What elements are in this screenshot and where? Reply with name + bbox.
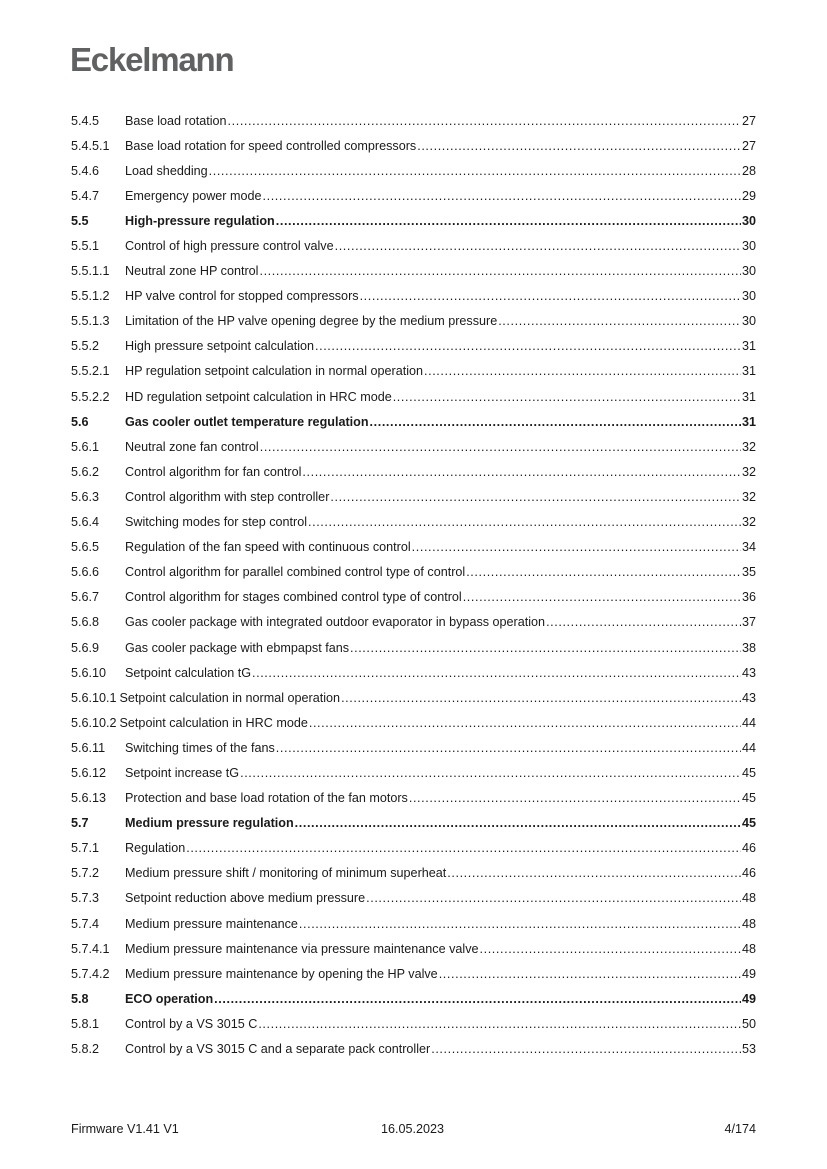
toc-entry-page[interactable]: 31 — [741, 414, 756, 429]
toc-entry-title[interactable]: Control algorithm for parallel combined control type of control — [125, 565, 466, 580]
toc-entry[interactable] — [71, 208, 756, 233]
toc-entry[interactable] — [71, 384, 756, 409]
toc-entry-page[interactable]: 27 — [741, 138, 756, 153]
toc-entry-page[interactable]: 50 — [741, 1016, 756, 1031]
toc-entry-page[interactable]: 45 — [741, 791, 756, 806]
toc-entry-number: 5.5.1 — [71, 239, 100, 254]
toc-entry-number: 5.6.13 — [71, 791, 107, 806]
toc-entry-number: 5.6.2 — [71, 464, 100, 479]
toc-entry[interactable] — [71, 861, 756, 886]
toc-entry[interactable] — [71, 760, 756, 785]
toc-entry-number: 5.4.7 — [71, 188, 100, 203]
toc-entry[interactable] — [71, 1036, 756, 1061]
dot-leader — [350, 640, 741, 656]
toc-entry-page[interactable]: 30 — [741, 314, 756, 329]
toc-entry-page[interactable]: 37 — [741, 615, 756, 630]
toc-entry-title[interactable]: Emergency power mode — [125, 188, 262, 203]
toc-entry-title[interactable]: Setpoint calculation tG — [125, 665, 252, 680]
footer-page-indicator: 4/174 — [724, 1122, 756, 1136]
toc-entry[interactable] — [71, 510, 756, 535]
toc-entry-number: 5.7.1 — [71, 841, 100, 856]
dot-leader — [412, 539, 741, 555]
toc-entry-number: 5.6.7 — [71, 590, 100, 605]
dot-leader — [214, 991, 741, 1007]
toc-entry-title[interactable]: ECO operation — [125, 991, 214, 1006]
page-footer — [71, 1122, 756, 1138]
toc-entry-page[interactable]: 32 — [741, 515, 756, 530]
toc-entry-page[interactable]: 48 — [741, 916, 756, 931]
toc-entry-page[interactable]: 38 — [741, 640, 756, 655]
toc-entry-title[interactable]: Medium pressure maintenance by opening the HP valve — [125, 966, 438, 981]
toc-entry[interactable] — [71, 158, 756, 183]
toc-entry-title[interactable]: Medium pressure regulation — [125, 816, 294, 831]
toc-entry-number: 5.6.6 — [71, 565, 100, 580]
toc-entry-title[interactable]: HD regulation setpoint calculation in HRC mode — [125, 389, 392, 404]
toc-entry[interactable] — [71, 986, 756, 1011]
toc-entry-title[interactable]: Control algorithm with step controller — [125, 489, 330, 504]
dot-leader — [417, 138, 741, 154]
toc-entry-number: 5.5.1.1 — [71, 264, 110, 279]
dot-leader — [366, 890, 741, 906]
toc-entry-title[interactable]: Regulation of the fan speed with continuous control — [125, 540, 411, 555]
toc-entry-title[interactable]: Control by a VS 3015 C — [125, 1016, 258, 1031]
toc-entry[interactable] — [71, 911, 756, 936]
dot-leader — [299, 916, 741, 932]
toc-entry-title[interactable]: Control by a VS 3015 C and a separate pack controller — [125, 1042, 431, 1057]
toc-entry-number: 5.5.2.2 — [71, 389, 110, 404]
toc-entry[interactable] — [71, 259, 756, 284]
toc-entry-page[interactable]: 30 — [741, 289, 756, 304]
toc-entry-page[interactable]: 46 — [741, 866, 756, 881]
toc-entry[interactable] — [71, 459, 756, 484]
toc-entry-number: 5.6.3 — [71, 489, 100, 504]
toc-entry[interactable] — [71, 183, 756, 208]
toc-entry-number: 5.6.12 — [71, 765, 107, 780]
toc-entry[interactable] — [71, 334, 756, 359]
toc-entry-title[interactable]: Setpoint calculation in HRC mode — [119, 715, 308, 730]
toc-entry-title[interactable]: High pressure setpoint calculation — [125, 339, 315, 354]
toc-entry-title[interactable]: Switching times of the fans — [125, 740, 275, 755]
toc-entry-title[interactable]: Medium pressure maintenance via pressure maintenance valve — [125, 941, 479, 956]
dot-leader — [546, 614, 741, 630]
toc-entry[interactable] — [71, 836, 756, 861]
dot-leader — [341, 690, 741, 706]
toc-entry[interactable] — [71, 961, 756, 986]
toc-entry-page[interactable]: 45 — [741, 816, 756, 831]
toc-entry-number: 5.6.10 — [71, 665, 107, 680]
toc-entry-page[interactable]: 44 — [741, 715, 756, 730]
toc-entry-number: 5.7.4.1 — [71, 941, 110, 956]
toc-entry-number: 5.4.6 — [71, 163, 100, 178]
toc-entry-page[interactable]: 32 — [741, 439, 756, 454]
dot-leader — [330, 489, 741, 505]
toc-entry-title[interactable]: Load shedding — [125, 163, 208, 178]
toc-entry[interactable] — [71, 811, 756, 836]
toc-entry-page[interactable]: 27 — [741, 113, 756, 128]
dot-leader — [209, 163, 741, 179]
toc-entry-page[interactable]: 31 — [741, 364, 756, 379]
toc-entry-page[interactable]: 36 — [741, 590, 756, 605]
toc-entry-title[interactable]: Gas cooler package with integrated outdoor evaporator in bypass operation — [125, 615, 546, 630]
toc-entry[interactable] — [71, 560, 756, 585]
toc-entry-number: 5.7 — [71, 816, 89, 831]
toc-entry[interactable] — [71, 585, 756, 610]
toc-entry-page[interactable]: 32 — [741, 464, 756, 479]
dot-leader — [295, 815, 741, 831]
toc-entry-number: 5.5.1.3 — [71, 314, 110, 329]
toc-entry[interactable] — [71, 660, 756, 685]
footer-date: 16.05.2023 — [381, 1122, 445, 1136]
dot-leader — [370, 414, 741, 430]
toc-entry-number: 5.4.5 — [71, 113, 100, 128]
dot-leader — [276, 213, 741, 229]
toc-entry-title[interactable]: Gas cooler outlet temperature regulation — [125, 414, 369, 429]
dot-leader — [439, 966, 741, 982]
table-of-contents — [71, 108, 756, 1062]
toc-entry-title[interactable]: Switching modes for step control — [125, 515, 307, 530]
toc-entry-page[interactable]: 28 — [741, 163, 756, 178]
toc-entry-page[interactable]: 30 — [741, 264, 756, 279]
toc-entry-title[interactable]: Limitation of the HP valve opening degree by the medium pressure — [125, 314, 498, 329]
toc-entry-page[interactable]: 32 — [741, 489, 756, 504]
toc-entry-title[interactable]: HP valve control for stopped compressors — [125, 289, 359, 304]
toc-entry-title[interactable]: Gas cooler package with ebmpapst fans — [125, 640, 350, 655]
toc-entry-number: 5.6.4 — [71, 515, 100, 530]
toc-entry[interactable] — [71, 359, 756, 384]
dot-leader — [315, 338, 741, 354]
toc-entry[interactable] — [71, 710, 756, 735]
dot-leader — [258, 1016, 741, 1032]
toc-entry-title[interactable]: High-pressure regulation — [125, 213, 275, 228]
toc-entry[interactable] — [71, 886, 756, 911]
toc-entry[interactable] — [71, 284, 756, 309]
toc-entry[interactable] — [71, 685, 756, 710]
toc-entry[interactable] — [71, 735, 756, 760]
dot-leader — [409, 790, 741, 806]
toc-entry-title[interactable]: Control algorithm for fan control — [125, 464, 302, 479]
toc-entry-page[interactable]: 45 — [741, 765, 756, 780]
dot-leader — [186, 840, 741, 856]
toc-entry-page[interactable]: 53 — [741, 1042, 756, 1057]
dot-leader — [463, 589, 741, 605]
dot-leader — [260, 439, 741, 455]
toc-entry-number: 5.5 — [71, 213, 89, 228]
toc-entry-number: 5.6.10.1 — [71, 690, 117, 705]
toc-entry-title[interactable]: Setpoint increase tG — [125, 765, 240, 780]
toc-entry-number: 5.7.3 — [71, 891, 100, 906]
dot-leader — [466, 564, 741, 580]
dot-leader — [276, 740, 741, 756]
toc-entry[interactable] — [71, 108, 756, 133]
toc-entry-number: 5.6.11 — [71, 740, 106, 755]
toc-entry-page[interactable]: 43 — [741, 665, 756, 680]
toc-entry[interactable] — [71, 1011, 756, 1036]
toc-entry[interactable] — [71, 936, 756, 961]
dot-leader — [360, 288, 741, 304]
dot-leader — [424, 363, 741, 379]
toc-entry-page[interactable]: 31 — [741, 389, 756, 404]
toc-entry[interactable] — [71, 309, 756, 334]
dot-leader — [431, 1041, 741, 1057]
toc-entry-number: 5.8 — [71, 991, 89, 1006]
toc-entry-number: 5.6 — [71, 414, 89, 429]
toc-entry-title[interactable]: Control of high pressure control valve — [125, 239, 334, 254]
toc-entry-number: 5.6.9 — [71, 640, 100, 655]
toc-entry-page[interactable]: 48 — [741, 941, 756, 956]
toc-entry-number: 5.6.5 — [71, 540, 100, 555]
toc-entry-number: 5.7.4 — [71, 916, 100, 931]
toc-entry-page[interactable]: 49 — [741, 991, 756, 1006]
toc-entry-title[interactable]: Medium pressure shift / monitoring of minimum superheat — [125, 866, 447, 881]
toc-entry-number: 5.6.10.2 — [71, 715, 117, 730]
toc-entry-title[interactable]: Neutral zone HP control — [125, 264, 259, 279]
footer-firmware-version: Firmware V1.41 V1 — [71, 1122, 179, 1136]
toc-entry[interactable] — [71, 484, 756, 509]
dot-leader — [308, 514, 741, 530]
toc-entry-title[interactable]: HP regulation setpoint calculation in normal operation — [125, 364, 424, 379]
toc-entry-title[interactable]: Base load rotation for speed controlled compressors — [125, 138, 417, 153]
toc-entry-number: 5.8.1 — [71, 1016, 100, 1031]
dot-leader — [240, 765, 741, 781]
eckelmann-logo: Eckelmann — [70, 41, 234, 78]
dot-leader — [309, 715, 741, 731]
dot-leader — [335, 238, 741, 254]
dot-leader — [302, 464, 741, 480]
toc-entry-page[interactable]: 29 — [741, 188, 756, 203]
toc-entry-page[interactable]: 30 — [741, 239, 756, 254]
dot-leader — [263, 188, 741, 204]
toc-entry[interactable] — [71, 535, 756, 560]
toc-entry-number: 5.6.8 — [71, 615, 100, 630]
toc-entry-title[interactable]: Medium pressure maintenance — [125, 916, 298, 931]
toc-entry-page[interactable]: 31 — [741, 339, 756, 354]
toc-entry-page[interactable]: 35 — [741, 565, 756, 580]
toc-entry-title[interactable]: Setpoint reduction above medium pressure — [125, 891, 366, 906]
toc-entry-number: 5.7.4.2 — [71, 966, 110, 981]
toc-entry-page[interactable]: 44 — [741, 740, 756, 755]
toc-entry-title[interactable]: Setpoint calculation in normal operation — [119, 690, 341, 705]
toc-entry-page[interactable]: 48 — [741, 891, 756, 906]
dot-leader — [228, 113, 741, 129]
toc-entry-number: 5.6.1 — [71, 439, 100, 454]
toc-entry[interactable] — [71, 635, 756, 660]
toc-entry-page[interactable]: 34 — [741, 540, 756, 555]
dot-leader — [480, 941, 741, 957]
toc-entry-number: 5.7.2 — [71, 866, 100, 881]
dot-leader — [447, 865, 741, 881]
dot-leader — [498, 313, 741, 329]
toc-entry-title[interactable]: Neutral zone fan control — [125, 439, 259, 454]
toc-entry-page[interactable]: 43 — [741, 690, 756, 705]
toc-entry-title[interactable]: Control algorithm for stages combined control type of control — [125, 590, 462, 605]
toc-entry-title[interactable]: Regulation — [125, 841, 186, 856]
toc-entry-number: 5.5.2 — [71, 339, 100, 354]
toc-entry[interactable] — [71, 610, 756, 635]
dot-leader — [259, 263, 741, 279]
toc-entry[interactable] — [71, 434, 756, 459]
toc-entry-number: 5.5.1.2 — [71, 289, 110, 304]
toc-entry[interactable] — [71, 409, 756, 434]
toc-entry-page[interactable]: 49 — [741, 966, 756, 981]
dot-leader — [252, 665, 741, 681]
toc-entry-number: 5.4.5.1 — [71, 138, 110, 153]
toc-entry[interactable] — [71, 133, 756, 158]
toc-entry-page[interactable]: 46 — [741, 841, 756, 856]
dot-leader — [393, 389, 741, 405]
toc-entry[interactable] — [71, 233, 756, 258]
toc-entry-title[interactable]: Base load rotation — [125, 113, 227, 128]
toc-entry-number: 5.5.2.1 — [71, 364, 110, 379]
toc-entry-title[interactable]: Protection and base load rotation of the fan motors — [125, 791, 408, 806]
toc-entry-page[interactable]: 30 — [741, 213, 756, 228]
toc-entry-number: 5.8.2 — [71, 1042, 100, 1057]
toc-entry[interactable] — [71, 786, 756, 811]
